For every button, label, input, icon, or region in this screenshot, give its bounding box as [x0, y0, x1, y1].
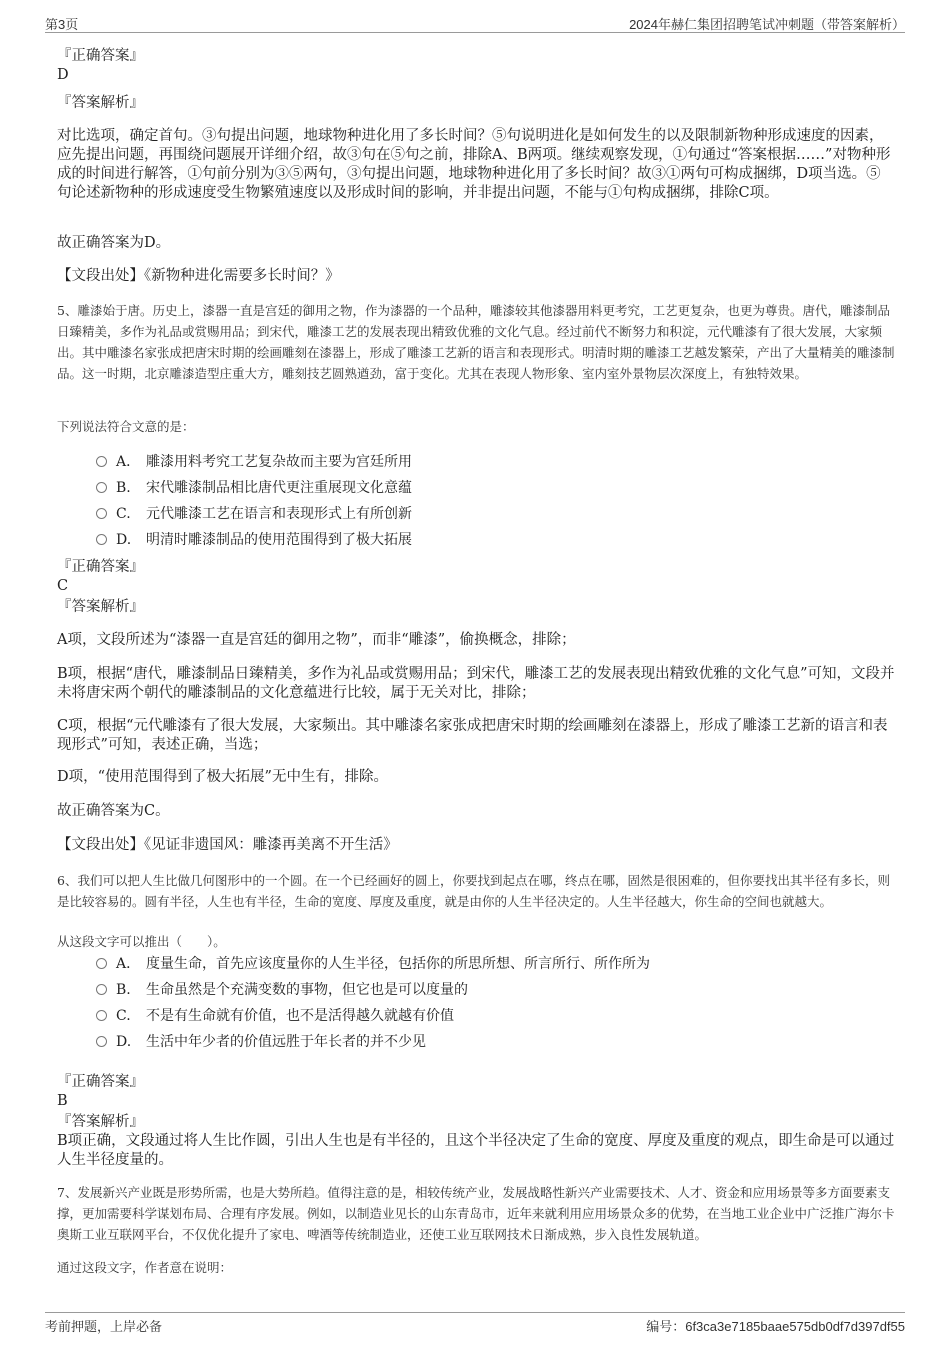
radio-icon[interactable]	[96, 1010, 107, 1021]
q6-analysis-text: B项正确，文段通过将人生比作圆，引出人生也是有半径的，且这个半径决定了生命的宽度、厚度及重度的观点，即生命是可以通过人生半径度量的。	[57, 1133, 895, 1168]
q4-analysis-text: 对比选项，确定首句。③句提出问题，地球物种进化用了多长时间？⑤句说明进化是如何发生的以及限制新物种形成速度的因素，应先提出问题，再围绕问题展开详细介绍，故③句在⑤句之前，排除A、B两项。继续观察发现，①句通过“答案根据……”对物种形成的时间进行解答，①句前分别为③⑤两句，③句提出问题，地球物种进化用了多长时间？故③①两句可构成捆绑，D项当选。⑤句论述新物种的形成速度受生物繁殖速度以及形成时间的影响，并非提出问题，不能与①句构成捆绑，排除C项。	[57, 128, 891, 201]
q6-passage: 6、我们可以把人生比做几何图形中的一个圆。在一个已经画好的圆上，你要找到起点在哪，终点在哪，固然是很困难的，但你要找出其半径有多长，则是比较容易的。圆有半径，人生也有半径，生命的宽度、厚度及重度，就是由你的人生半径决定的。人生半径越大，你生命的空间也就越大。	[57, 873, 890, 909]
q5-answer: C	[57, 578, 69, 594]
q5-option-d[interactable]: D. 明清时雕漆制品的使用范围得到了极大拓展	[96, 530, 876, 550]
page-footer	[45, 1312, 905, 1335]
radio-icon[interactable]	[96, 1036, 107, 1047]
q6-option-c[interactable]: C. 不是有生命就有价值，也不是活得越久就越有价值	[96, 1006, 876, 1026]
q5-analysis-d: D项，“使用范围得到了极大拓展”无中生有，排除。	[57, 769, 388, 785]
radio-icon[interactable]	[96, 508, 107, 519]
q4-conclusion: 故正确答案为D。	[57, 235, 171, 251]
q5-option-b[interactable]: B. 宋代雕漆制品相比唐代更注重展现文化意蕴	[96, 478, 876, 498]
footer-slogan: 考前押题，上岸必备	[45, 1319, 163, 1334]
radio-icon[interactable]	[96, 482, 107, 493]
q4-analysis-heading: 『答案解析』	[57, 95, 144, 111]
q7-passage: 7、发展新兴产业既是形势所需，也是大势所趋。值得注意的是，相较传统产业，发展战略性新兴产业需要技术、人才、资金和应用场景等多方面要素支撑，更加需要科学谋划布局、合理有序发展。例如，以制造业见长的山东青岛市，近年来就利用应用场景众多的优势，在当地工业企业中广泛推广海尔卡奥斯工业互联网平台，不仅优化提升了家电、啤酒等传统制造业，还使工业互联网技术日渐成熟，步入良性发展轨道。	[57, 1185, 895, 1242]
q6-option-d[interactable]: D. 生活中年少者的价值远胜于年长者的并不少见	[96, 1032, 876, 1052]
q6-answer: B	[57, 1093, 68, 1109]
q5-passage: 5、雕漆始于唐。历史上，漆器一直是宫廷的御用之物，作为漆器的一个品种，雕漆较其他漆器用料更考究，工艺更复杂，也更为尊贵。唐代，雕漆制品日臻精美，多作为礼品或赏赐用品；到宋代，雕漆工艺的发展表现出精致优雅的文化气息。经过前代不断努力和积淀，元代雕漆有了很大发展，大家频出。其中雕漆名家张成把唐宋时期的绘画雕刻在漆器上，形成了雕漆工艺新的语言和表现形式。明清时期的雕漆工艺越发繁荣，产出了大量精美的雕漆制品。这一时期，北京雕漆造型庄重大方，雕刻技艺圆熟遒劲，富于变化。尤其在表现人物形象、室内室外景物层次深度上，有独特效果。	[57, 303, 895, 381]
q6-analysis-heading: 『答案解析』	[57, 1114, 144, 1130]
radio-icon[interactable]	[96, 456, 107, 467]
q5-source: 【文段出处】《见证非遗国风：雕漆再美离不开生活》	[57, 837, 398, 853]
q6-prompt: 从这段文字可以推出（ ）。	[57, 934, 226, 949]
q6-answer-heading: 『正确答案』	[57, 1074, 144, 1090]
page-header	[45, 12, 905, 33]
radio-icon[interactable]	[96, 534, 107, 545]
q5-analysis-a: A项，文段所述为“漆器一直是宫廷的御用之物”，而非“雕漆”，偷换概念，排除；	[57, 632, 576, 648]
q5-prompt: 下列说法符合文意的是：	[57, 419, 195, 434]
page-number: 第3页	[45, 17, 79, 32]
document-title: 2024年赫仁集团招聘笔试冲刺题（带答案解析）	[629, 17, 905, 32]
q5-conclusion: 故正确答案为C。	[57, 803, 170, 819]
q4-source: 【文段出处】《新物种进化需要多长时间？》	[57, 268, 340, 284]
q7-prompt: 通过这段文字，作者意在说明：	[57, 1260, 233, 1275]
q6-option-b[interactable]: B. 生命虽然是个充满变数的事物，但它也是可以度量的	[96, 980, 876, 1000]
q5-answer-heading: 『正确答案』	[57, 559, 144, 575]
radio-icon[interactable]	[96, 984, 107, 995]
footer-code: 编号：6f3ca3e7185baae575db0df7d397df55	[646, 1319, 905, 1334]
q6-option-a[interactable]: A． 度量生命，首先应该度量你的人生半径，包括你的所思所想、所言所行、所作所为	[96, 954, 876, 974]
q5-option-c[interactable]: C. 元代雕漆工艺在语言和表现形式上有所创新	[96, 504, 876, 524]
q4-answer-heading: 『正确答案』	[57, 48, 144, 64]
q4-answer: D	[57, 67, 69, 83]
q5-analysis-heading: 『答案解析』	[57, 599, 144, 615]
radio-icon[interactable]	[96, 958, 107, 969]
q5-option-a[interactable]: A． 雕漆用料考究工艺复杂故而主要为宫廷所用	[96, 452, 876, 472]
q5-analysis-b: B项，根据“唐代，雕漆制品日臻精美，多作为礼品或赏赐用品；到宋代，雕漆工艺的发展表现出精致优雅的文化气息”可知，文段并未将唐宋两个朝代的雕漆制品的文化意蕴进行比较，属于无关对比，排除；	[57, 666, 895, 701]
q5-analysis-c: C项，根据“元代雕漆有了很大发展，大家频出。其中雕漆名家张成把唐宋时期的绘画雕刻在漆器上，形成了雕漆工艺新的语言和表现形式”可知，表述正确，当选；	[57, 718, 888, 753]
